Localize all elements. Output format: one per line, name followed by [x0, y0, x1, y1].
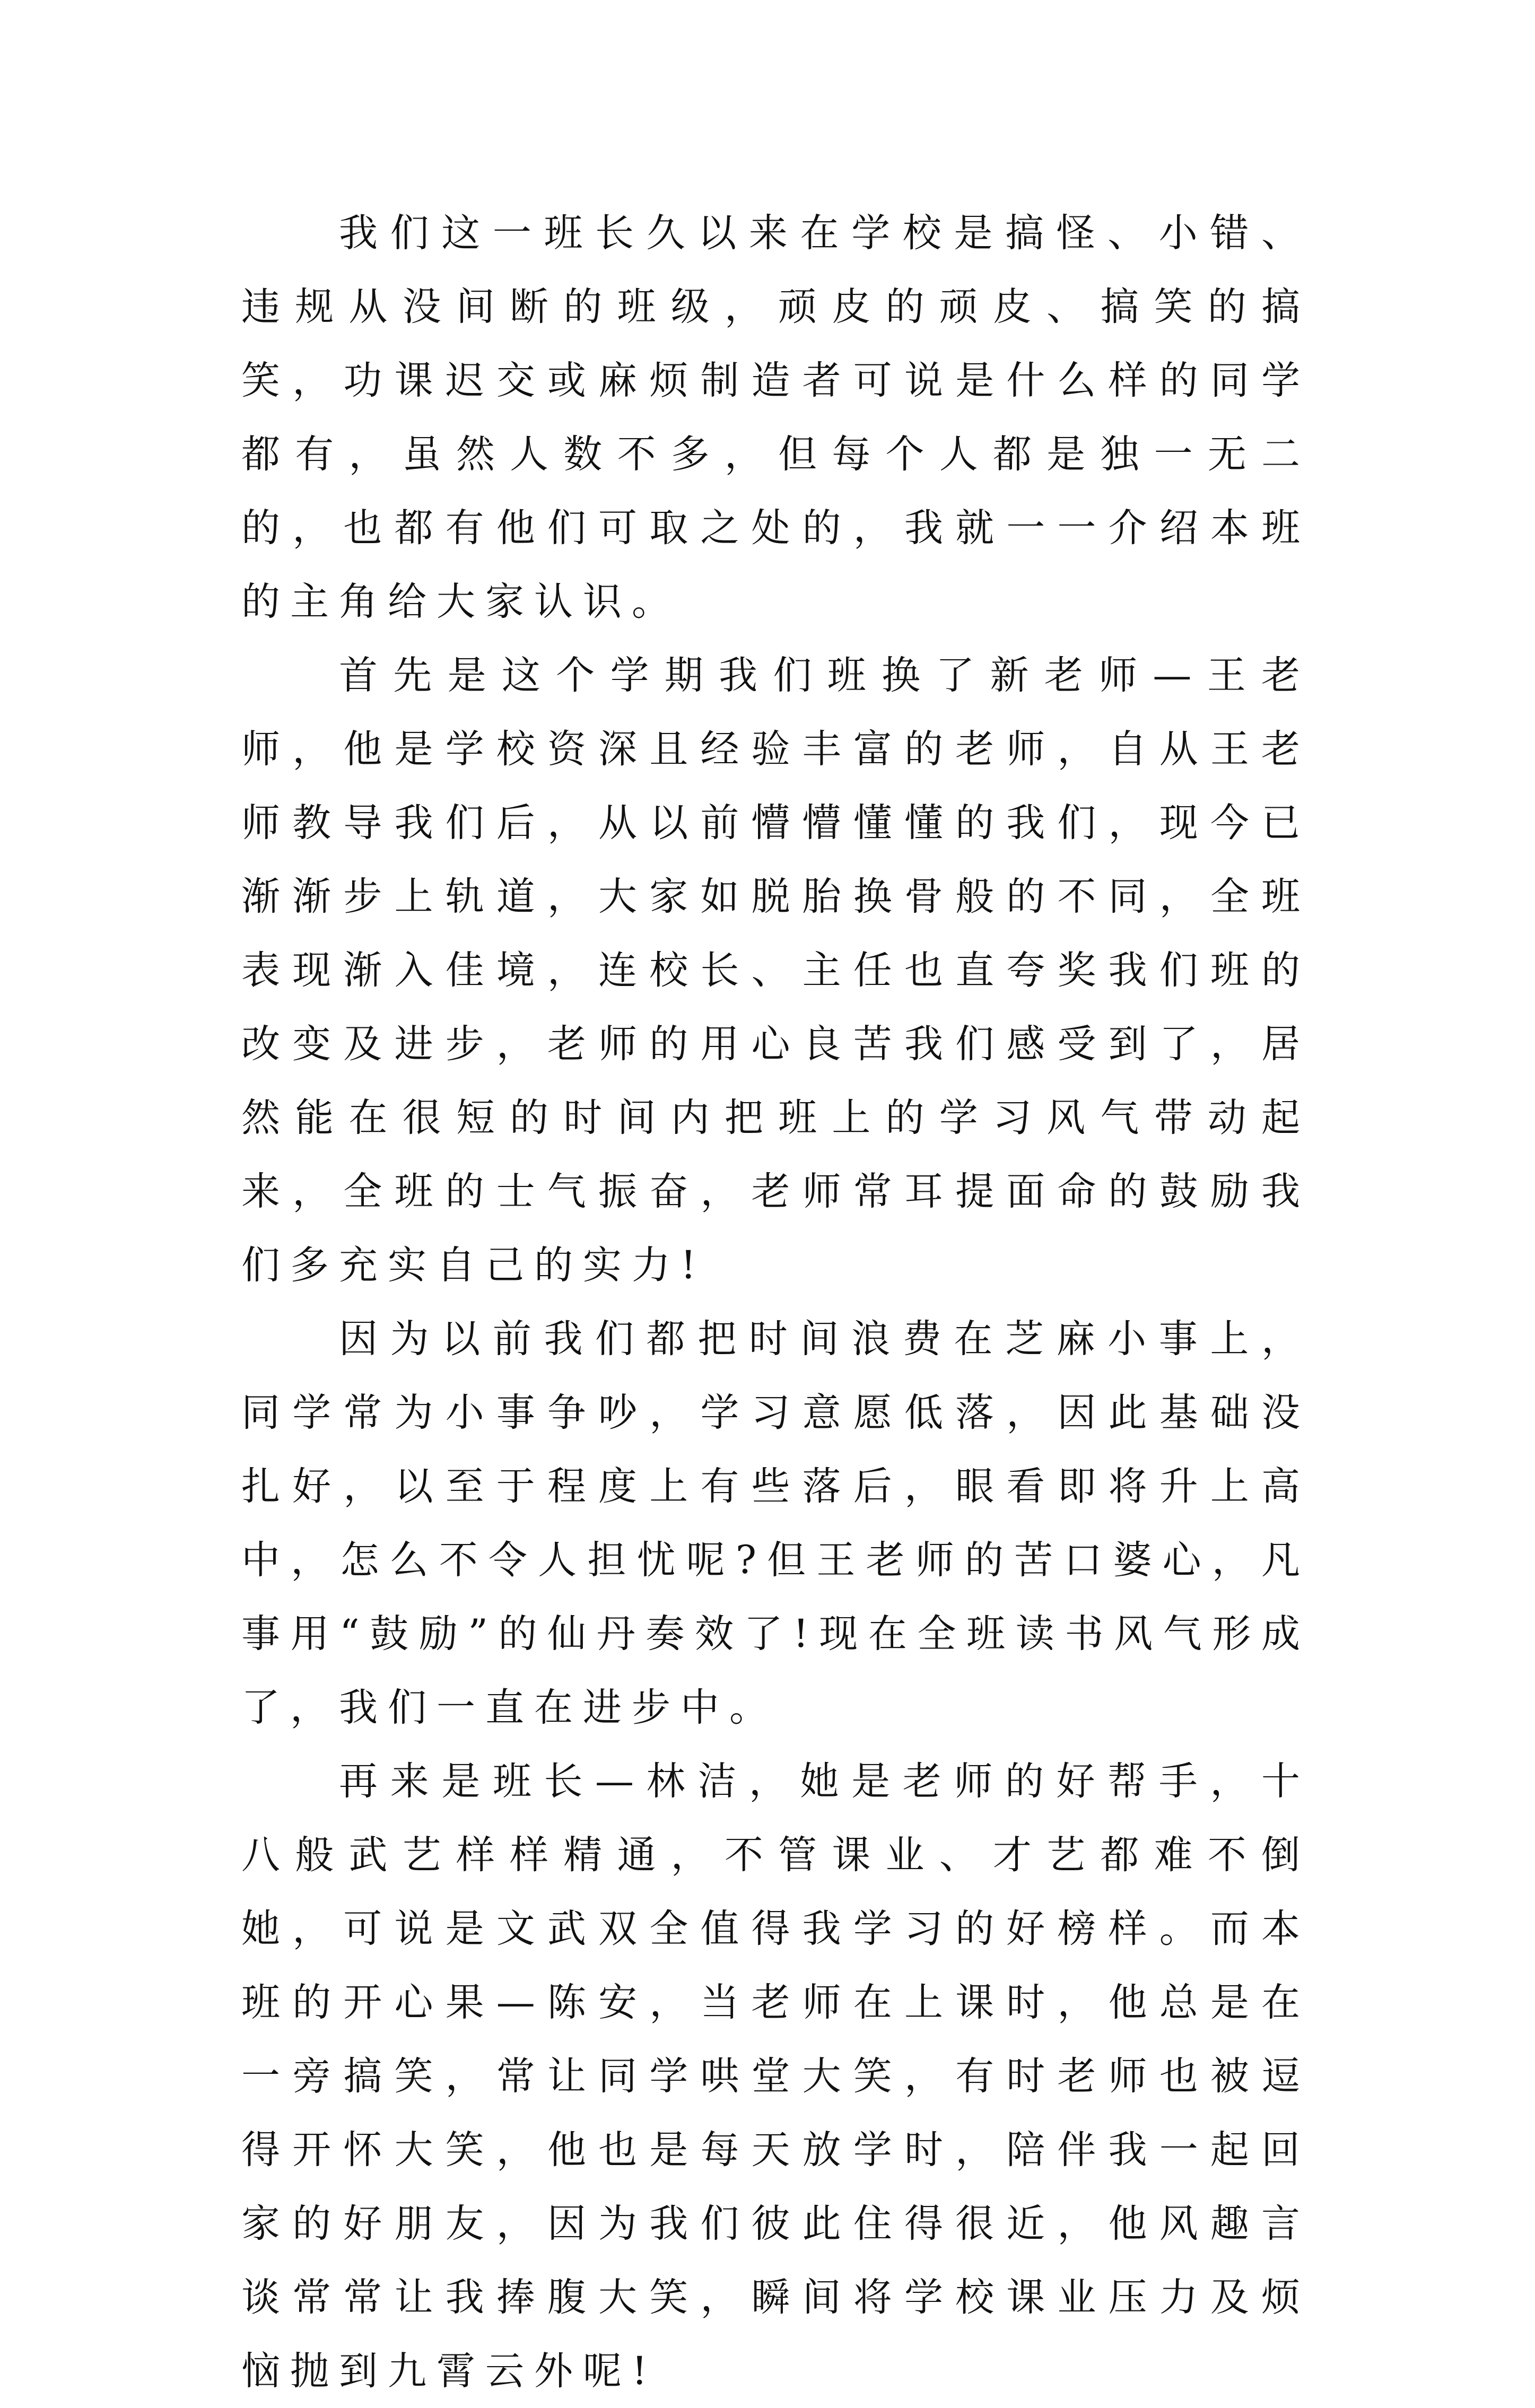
paragraph-3: 因为以前我们都把时间浪费在芝麻小事上，同学常为小事争吵，学习意愿低落，因此基础没扎好，以至于程度上有些落后，眼看即将升上高中，怎么不令人担忧呢?但王老师的苦口婆心，凡事用“鼓励”的仙丹奏效了!现在全班读书风气形成了，我们一直在进步中。 — [241, 1316, 1310, 1730]
document-body — [241, 196, 1310, 2408]
paragraph-1: 我们这一班长久以来在学校是搞怪、小错、违规从没间断的班级，顽皮的顽皮、搞笑的搞笑，功课迟交或麻烦制造者可说是什么样的同学都有，虽然人数不多，但每个人都是独一无二的，也都有他们可取之处的，我就一一介绍本班的主角给大家认识。 — [241, 211, 1310, 624]
paragraph-4: 再来是班长—林洁，她是老师的好帮手，十八般武艺样样精通，不管课业、才艺都难不倒她，可说是文武双全值得我学习的好榜样。而本班的开心果—陈安，当老师在上课时，他总是在一旁搞笑，常让同学哄堂大笑，有时老师也被逗得开怀大笑，他也是每天放学时，陪伴我一起回家的好朋友，因为我们彼此住得很近，他风趣言谈常常让我捧腹大笑，瞬间将学校课业压力及烦恼抛到九霄云外呢! — [241, 1759, 1310, 2394]
paragraph-2: 首先是这个学期我们班换了新老师—王老师，他是学校资深且经验丰富的老师，自从王老师教导我们后，从以前懵懵懂懂的我们，现今已渐渐步上轨道，大家如脱胎换骨般的不同，全班表现渐入佳境，连校长、主任也直夸奖我们班的改变及进步，老师的用心良苦我们感受到了，居然能在很短的时间内把班上的学习风气带动起来，全班的士气振奋，老师常耳提面命的鼓励我们多充实自己的实力! — [241, 653, 1310, 1288]
